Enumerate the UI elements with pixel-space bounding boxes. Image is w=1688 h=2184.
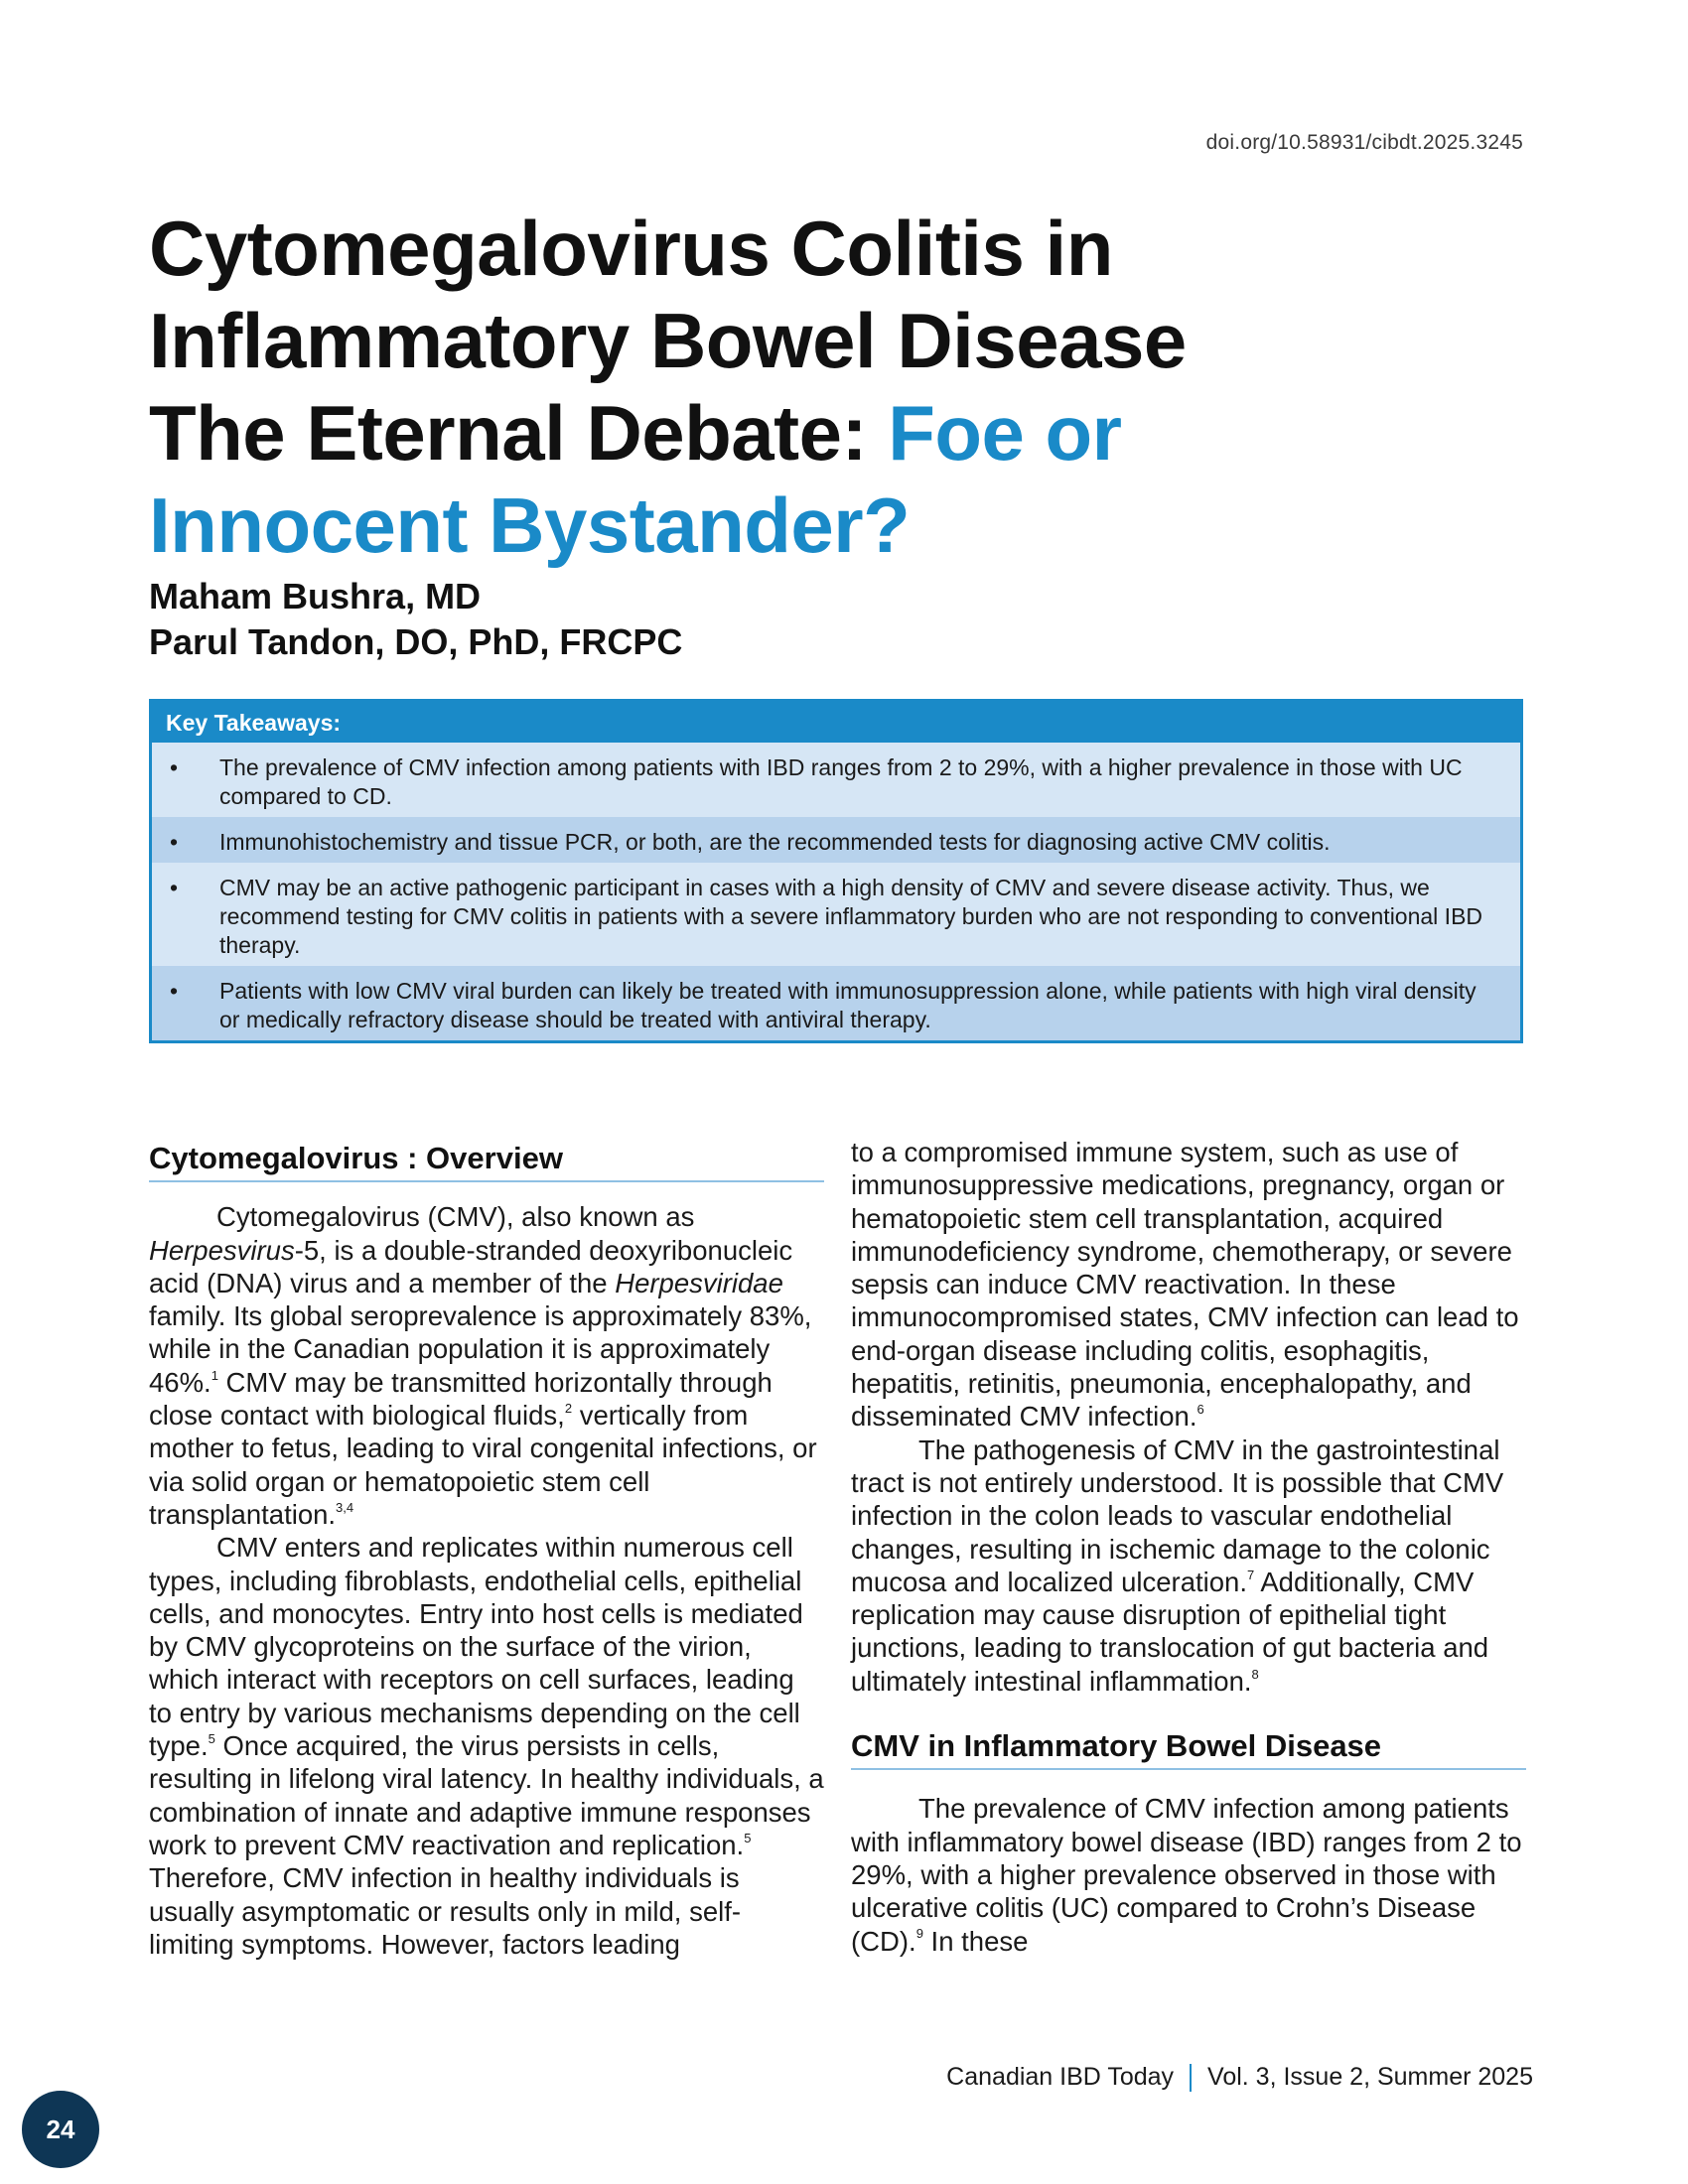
citation-ref[interactable]: 9 (915, 1926, 923, 1942)
footer-divider (1190, 2064, 1192, 2092)
text-run: In these (922, 1925, 1029, 1957)
text-run: The prevalence of CMV infection among patients with inflammatory bowel disease (IBD) ranges from 2 to 29%, with a higher prevalence observed in those with ulcerative colitis (UC) compared to Crohn’s Disease (CD). (851, 1793, 1522, 1957)
text-run: to a compromised immune system, such as use of immunosuppressive medications, pregnancy, organ or hematopoietic stem cell transplantation, acquired immunodeficiency syndrome, chemotherapy, or severe sepsis can induce CMV reactivation. In these immunocompromised states, CMV infection can lead to end-organ disease including colitis, esophagitis, hepatitis, retinitis, pneumonia, encephalopathy, and disseminated CMV infection. (851, 1137, 1519, 1433)
text-run: Therefore, CMV infection in healthy individuals is usually asymptomatic or results only in mild, self-limiting symptoms. However, factors leading (149, 1862, 742, 1960)
section-heading-overview: Cytomegalovirus : Overview (149, 1142, 824, 1182)
key-takeaways-box (149, 699, 1523, 1043)
bullet-icon: • (170, 754, 179, 780)
text-run: family. Its global seroprevalence is approximately 83%, while in the Canadian population it is approximately 46%. (149, 1300, 812, 1398)
article-title (149, 203, 1440, 572)
page-number-badge: 24 (22, 2091, 99, 2168)
body-paragraph (851, 1136, 1526, 1433)
journal-name: Canadian IBD Today (946, 2063, 1175, 2091)
title-line-3-accent: Foe or (888, 389, 1122, 477)
text-run: The pathogenesis of CMV in the gastrointestinal tract is not entirely understood. It is possible that CMV infection in the colon leads to vascular endothelial changes, resulting in ischemic damage to the colonic mucosa and localized ulceration. (851, 1433, 1504, 1597)
body-paragraph (851, 1433, 1526, 1698)
page-footer (946, 2063, 1533, 2092)
author-1: Maham Bushra, MD (149, 576, 482, 616)
title-line-1: Cytomegalovirus Colitis in (149, 205, 1113, 292)
body-paragraph (851, 1792, 1526, 1957)
takeaway-item (152, 743, 1520, 817)
takeaway-item (152, 817, 1520, 863)
title-line-4-accent: Innocent Bystander? (149, 481, 911, 569)
text-run: vertically from mother to fetus, leading to viral congenital infections, or via solid organ or hematopoietic stem cell transplantation. (149, 1400, 817, 1530)
title-line-2: Inflammatory Bowel Disease (149, 297, 1187, 384)
text-run: -5, is a double-stranded deoxyribonucleic acid (DNA) virus and a member of the (149, 1234, 793, 1298)
takeaway-text: CMV may be an active pathogenic participant in cases with a high density of CMV and severe disease activity. Thus, we recommend testing for CMV colitis in patients with a severe inflammatory burden who are not responding to conventional IBD therapy. (219, 875, 1483, 958)
text-run: CMV may be transmitted horizontally through close contact with biological fluids, (149, 1366, 773, 1432)
citation-ref[interactable]: 8 (1251, 1666, 1259, 1682)
citation-ref[interactable]: 3,4 (336, 1499, 354, 1515)
title-line-3-dark: The Eternal Debate: (149, 389, 889, 477)
takeaway-item (152, 966, 1520, 1040)
italic-text: Herpesvirus (149, 1234, 295, 1266)
citation-ref[interactable]: 6 (1196, 1402, 1204, 1418)
key-takeaways-heading: Key Takeaways: (152, 702, 1520, 743)
left-column (149, 1142, 824, 1961)
text-run: Once acquired, the virus persists in cells, resulting in lifelong viral latency. In healthy individuals, a combination of innate and adaptive immune responses work to prevent CMV reactivation and replication. (149, 1730, 824, 1860)
citation-ref[interactable]: 5 (744, 1830, 752, 1845)
citation-ref[interactable]: 1 (211, 1367, 218, 1383)
title-line-3 (149, 387, 1440, 479)
text-run: Additionally, CMV replication may cause disruption of epithelial tight junctions, leading to translocation of gut bacteria and ultimately intestinal inflammation. (851, 1566, 1489, 1697)
text-run: CMV enters and replicates within numerous cell types, including fibroblasts, endothelial cells, epithelial cells, and monocytes. Entry into host cells is mediated by CMV glycoproteins on the surface of the virion, which interact with receptors on cell surfaces, leading to entry by various mechanisms depending on the cell type. (149, 1532, 803, 1762)
takeaway-item (152, 863, 1520, 966)
author-list (149, 574, 682, 665)
citation-ref[interactable]: 5 (208, 1730, 215, 1746)
issue-info: Vol. 3, Issue 2, Summer 2025 (1207, 2063, 1533, 2091)
citation-ref[interactable]: 7 (1246, 1567, 1255, 1582)
text-run: Cytomegalovirus (CMV), also known as (216, 1201, 695, 1233)
author-2: Parul Tandon, DO, PhD, FRCPC (149, 621, 683, 662)
doi-link[interactable]: doi.org/10.58931/cibdt.2025.3245 (1205, 131, 1523, 154)
takeaway-text: The prevalence of CMV infection among patients with IBD ranges from 2 to 29%, with a higher prevalence in those with UC compared to CD. (219, 754, 1463, 809)
bullet-icon: • (170, 875, 179, 900)
right-column (851, 1136, 1526, 1958)
section-heading-ibd: CMV in Inflammatory Bowel Disease (851, 1729, 1526, 1770)
bullet-icon: • (170, 978, 179, 1004)
body-paragraph (149, 1531, 824, 1961)
italic-text: Herpesviridae (615, 1267, 783, 1298)
body-paragraph (149, 1200, 824, 1531)
takeaway-text: Patients with low CMV viral burden can likely be treated with immunosuppression alone, while patients with high viral density or medically refractory disease should be treated with antiviral therapy. (219, 978, 1477, 1032)
takeaway-text: Immunohistochemistry and tissue PCR, or both, are the recommended tests for diagnosing active CMV colitis. (219, 829, 1331, 855)
bullet-icon: • (170, 829, 179, 855)
citation-ref[interactable]: 2 (564, 1400, 573, 1416)
